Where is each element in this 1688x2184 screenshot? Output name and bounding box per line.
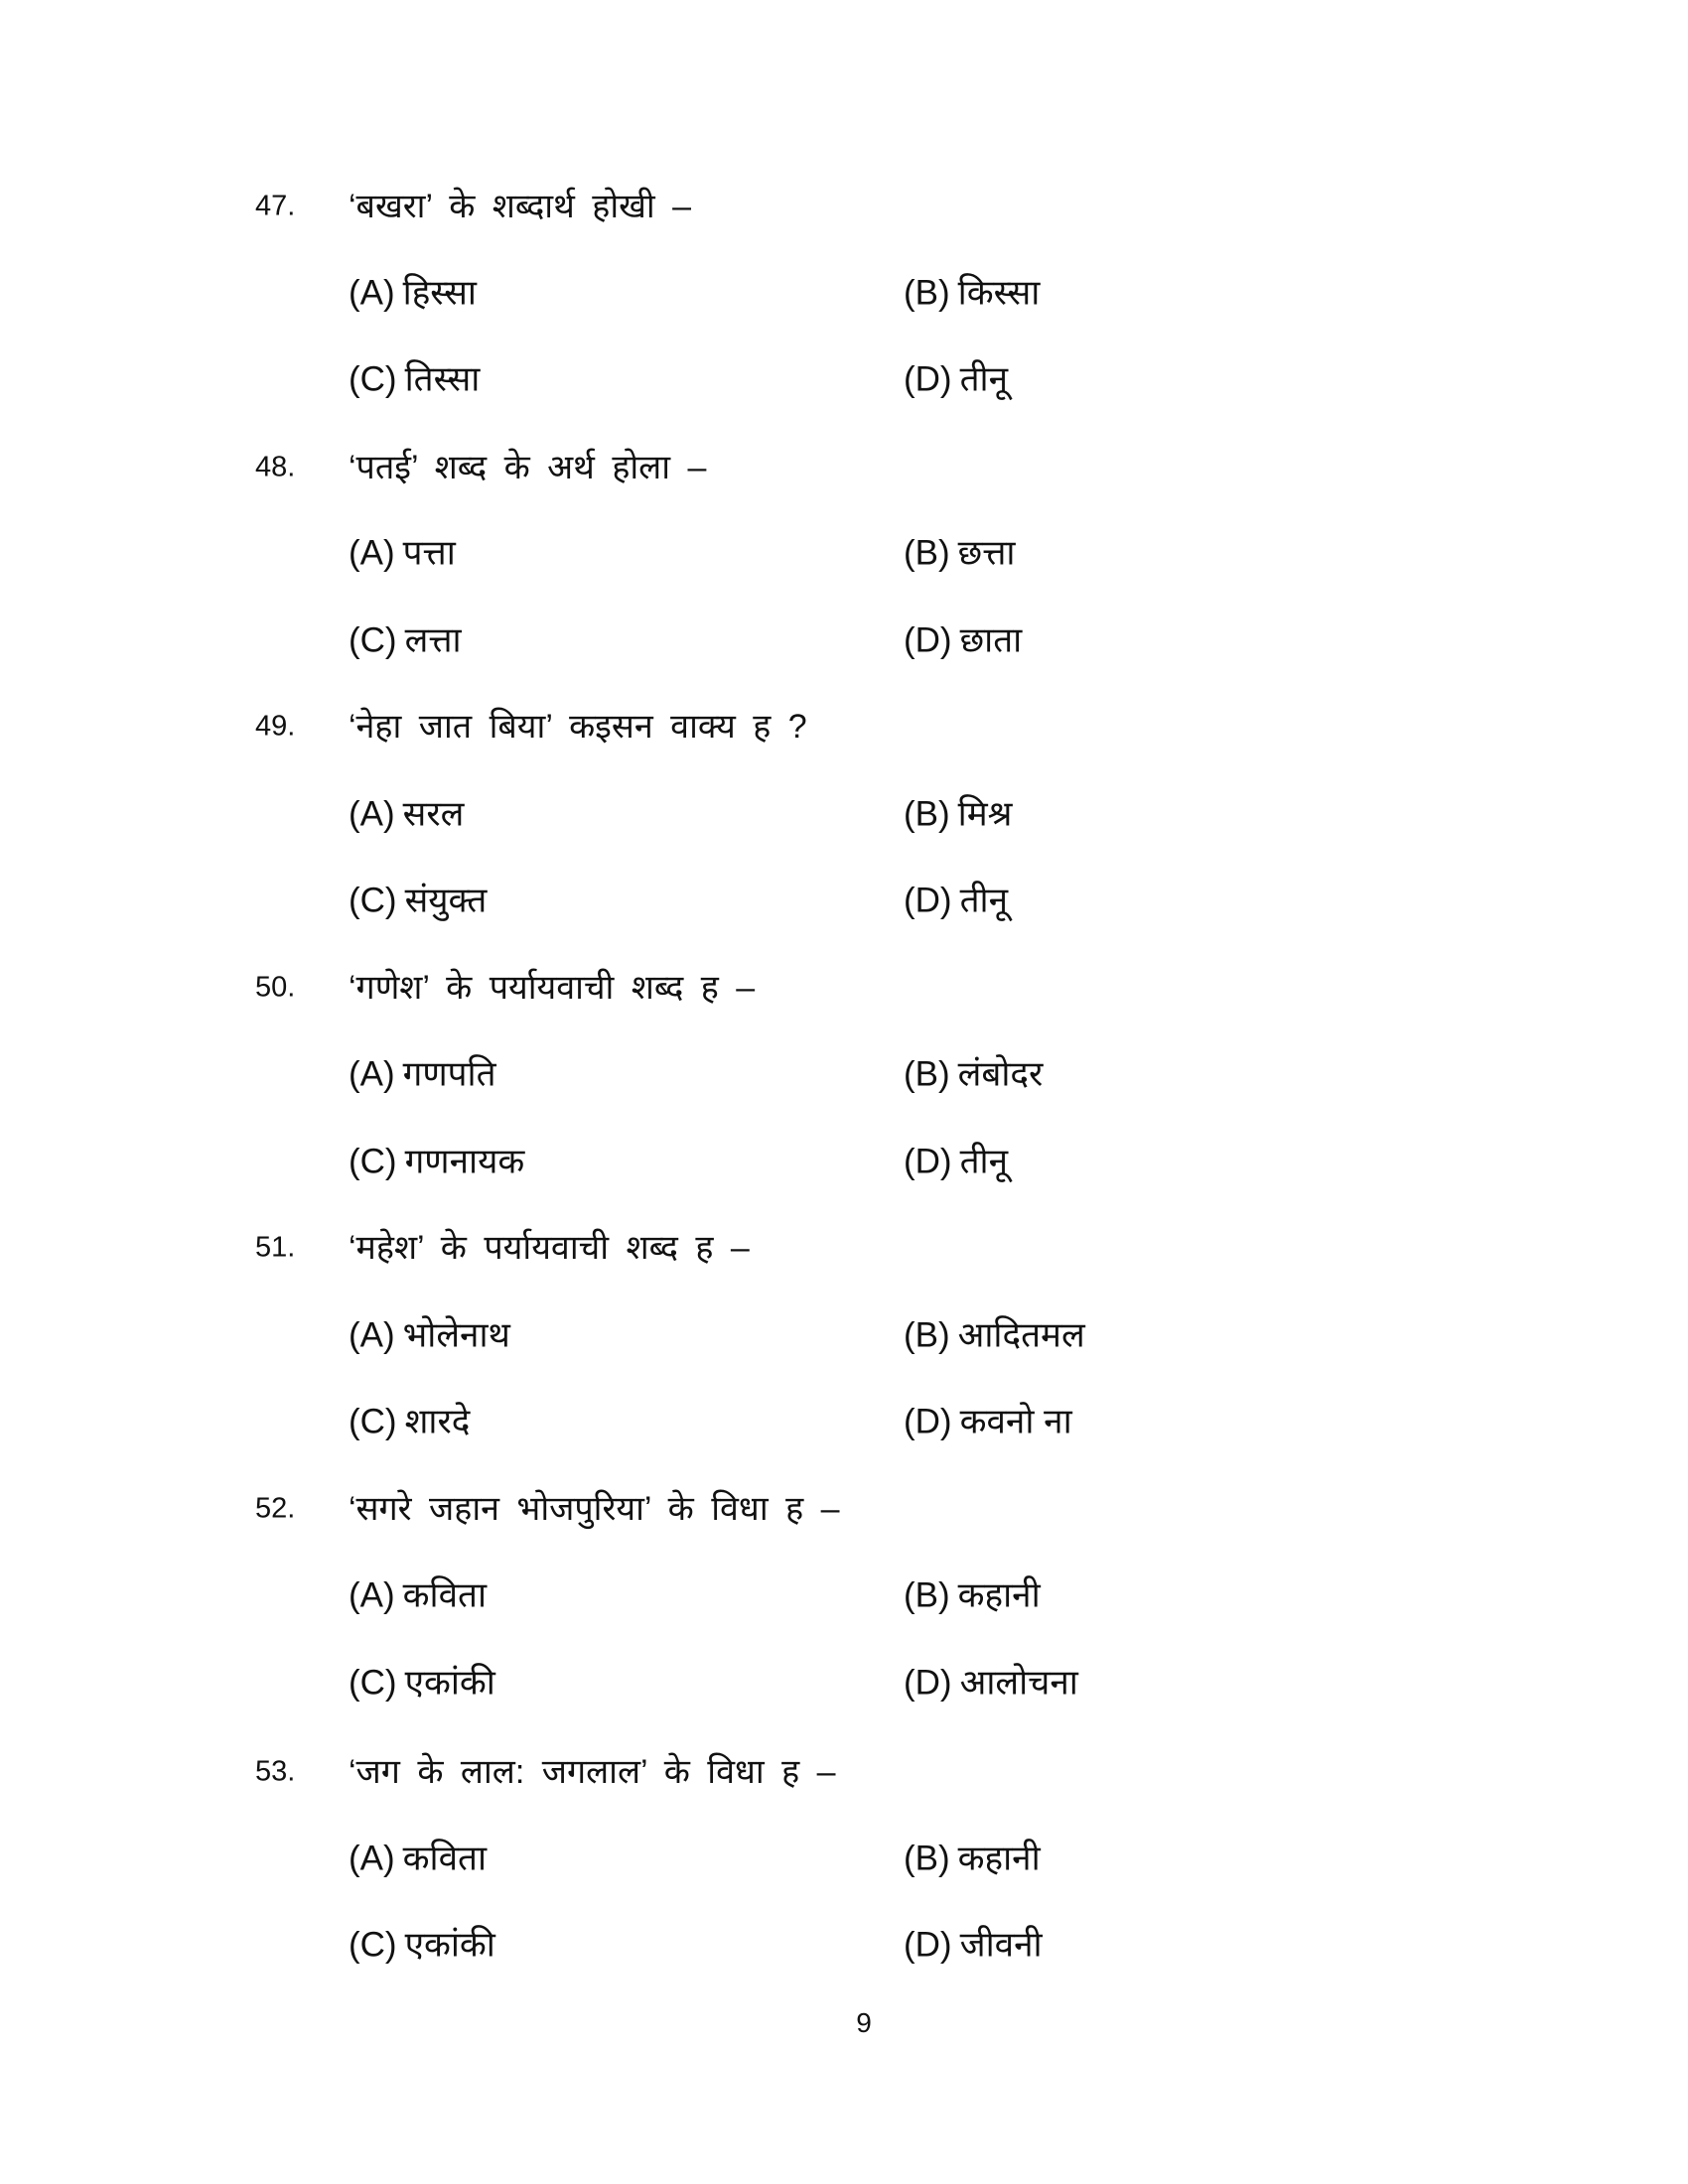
- option-label: (A): [349, 1839, 395, 1878]
- option-d: [904, 1402, 1072, 1441]
- option-a: [349, 794, 465, 834]
- option-label: (B): [904, 533, 950, 573]
- option-c: [349, 620, 462, 660]
- option-text: पत्ता: [402, 533, 456, 573]
- option-label: (A): [349, 1575, 395, 1615]
- option-a: [349, 1575, 488, 1615]
- option-text: शारदे: [404, 1402, 471, 1441]
- option-text: कविता: [402, 1839, 488, 1878]
- option-text: हिस्सा: [402, 273, 477, 313]
- option-label: (D): [904, 1925, 952, 1965]
- option-text: तीनू: [959, 1142, 1009, 1181]
- option-b: [904, 533, 1016, 573]
- option-text: गणनायक: [404, 1142, 525, 1181]
- option-text: लत्ता: [404, 620, 462, 660]
- option-d: [904, 359, 1009, 399]
- option-label: (D): [904, 1663, 952, 1703]
- option-label: (A): [349, 533, 395, 573]
- option-text: आलोचना: [959, 1663, 1078, 1703]
- question-text: ‘महेश’ के पर्यायवाची शब्द ह –: [349, 1229, 750, 1267]
- option-a: [349, 1839, 488, 1878]
- option-text: एकांकी: [404, 1925, 495, 1965]
- question-number: 53.: [255, 1755, 296, 1788]
- option-label: (B): [904, 794, 950, 834]
- option-label: (D): [904, 620, 952, 660]
- option-label: (C): [349, 1925, 397, 1965]
- option-c: [349, 1663, 495, 1703]
- option-text: तिस्सा: [404, 359, 481, 399]
- option-label: (A): [349, 273, 395, 313]
- option-label: (B): [904, 273, 950, 313]
- option-text: कहानी: [957, 1839, 1041, 1878]
- option-text: भोलेनाथ: [402, 1315, 510, 1355]
- option-b: [904, 1054, 1044, 1094]
- option-a: [349, 533, 456, 573]
- question-text: ‘बखरा’ के शब्दार्थ होखी –: [349, 188, 692, 225]
- option-label: (D): [904, 1142, 952, 1181]
- option-b: [904, 1575, 1041, 1615]
- option-label: (C): [349, 620, 397, 660]
- option-text: आदितमल: [957, 1315, 1085, 1355]
- question-text: ‘जग के लाल: जगलाल’ के विधा ह –: [349, 1753, 836, 1791]
- option-text: लंबोदर: [957, 1054, 1044, 1094]
- option-a: [349, 273, 477, 313]
- option-c: [349, 1142, 525, 1181]
- question-text: ‘नेहा जात बिया’ कइसन वाक्य ह ?: [349, 708, 807, 746]
- option-label: (C): [349, 881, 397, 920]
- option-label: (A): [349, 1315, 395, 1355]
- option-label: (A): [349, 794, 395, 834]
- option-text: छाता: [959, 620, 1023, 660]
- option-label: (B): [904, 1054, 950, 1094]
- option-text: गणपति: [402, 1054, 496, 1094]
- option-c: [349, 359, 481, 399]
- option-label: (B): [904, 1315, 950, 1355]
- option-b: [904, 794, 1013, 834]
- option-text: मिश्र: [957, 794, 1013, 834]
- question-number: 52.: [255, 1492, 296, 1525]
- page-number: 9: [856, 2007, 872, 2038]
- option-d: [904, 620, 1023, 660]
- option-text: तीनू: [959, 881, 1009, 920]
- question-text: ‘गणेश’ के पर्यायवाची शब्द ह –: [349, 969, 756, 1007]
- question-text: ‘पतई’ शब्द के अर्थ होला –: [349, 449, 707, 486]
- question-text: ‘सगरे जहान भोजपुरिया’ के विधा ह –: [349, 1490, 840, 1528]
- option-text: जीवनी: [959, 1925, 1043, 1965]
- option-a: [349, 1315, 510, 1355]
- option-b: [904, 273, 1041, 313]
- option-c: [349, 1925, 495, 1965]
- option-label: (B): [904, 1839, 950, 1878]
- question-number: 48.: [255, 451, 296, 483]
- option-text: तीनू: [959, 359, 1009, 399]
- question-number: 50.: [255, 971, 296, 1004]
- option-label: (D): [904, 1402, 952, 1441]
- option-d: [904, 881, 1009, 920]
- option-text: कवनो ना: [959, 1402, 1072, 1441]
- option-d: [904, 1663, 1078, 1703]
- option-d: [904, 1142, 1009, 1181]
- option-text: संयुक्त: [404, 881, 488, 920]
- option-label: (C): [349, 1402, 397, 1441]
- option-a: [349, 1054, 496, 1094]
- option-c: [349, 1402, 471, 1441]
- option-text: छत्ता: [957, 533, 1016, 573]
- question-number: 49.: [255, 710, 296, 743]
- question-number: 47.: [255, 190, 296, 222]
- option-label: (C): [349, 359, 397, 399]
- option-c: [349, 881, 488, 920]
- option-d: [904, 1925, 1043, 1965]
- option-label: (D): [904, 359, 952, 399]
- option-text: कविता: [402, 1575, 488, 1615]
- option-label: (C): [349, 1663, 397, 1703]
- option-text: कहानी: [957, 1575, 1041, 1615]
- option-label: (B): [904, 1575, 950, 1615]
- option-b: [904, 1315, 1085, 1355]
- option-text: किस्सा: [957, 273, 1041, 313]
- option-text: सरल: [402, 794, 465, 834]
- option-text: एकांकी: [404, 1663, 495, 1703]
- question-number: 51.: [255, 1231, 296, 1264]
- option-b: [904, 1839, 1041, 1878]
- option-label: (A): [349, 1054, 395, 1094]
- option-label: (D): [904, 881, 952, 920]
- option-label: (C): [349, 1142, 397, 1181]
